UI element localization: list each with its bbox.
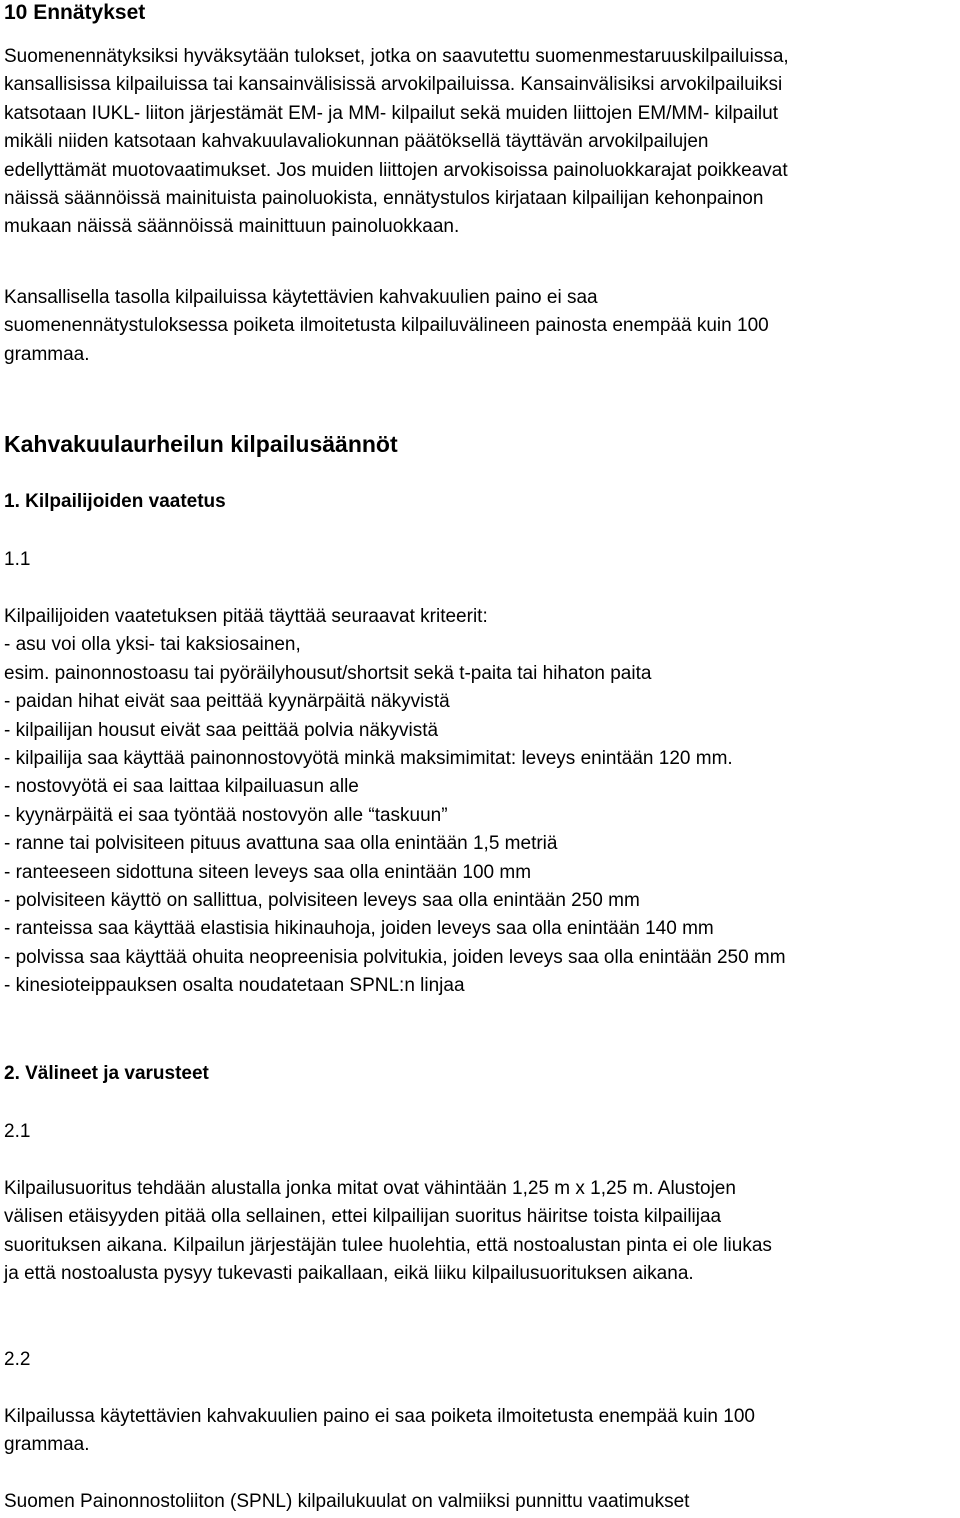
platform-paragraph [4,1175,959,1289]
list-item: - kilpailijan housut eivät saa peittää polvia näkyvistä [4,719,439,741]
list-item: - nostovyötä ei saa laittaa kilpailuasun alle [4,776,359,798]
equipment-subsection-2-2: 2.2 [4,1349,31,1370]
list-item: - ranteissa saa käyttää elastisia hikinauhoja, joiden leveys saa olla enintään 140 mm [4,918,714,940]
text-line: edellyttämät muotovaatimukset. Jos muiden liittojen arvokisoissa painoluokkarajat poikkeavat [4,159,788,181]
list-item: - polvisiteen käyttö on sallittua, polvisiteen leveys saa olla enintään 250 mm [4,890,640,912]
equipment-section-title: 2. Välineet ja varusteet [4,1063,209,1084]
text-line: katsotaan IUKL- liiton järjestämät EM- ja MM- kilpailut sekä muiden liittojen EM/MM- kilpailut [4,102,778,124]
list-item: - kilpailija saa käyttää painonnostovyötä minkä maksimimitat: leveys enintään 120 mm. [4,748,733,770]
text-line: grammaa. [4,343,90,365]
records-paragraph-1 [4,43,959,242]
text-line: välisen etäisyyden pitää olla sellainen, ettei kilpailijan suoritus häiritse toista kilpailijaa [4,1206,722,1228]
text-line: Suomenennätyksiksi hyväksytään tulokset, jotka on saavutettu suomenmestaruuskilpailuissa, [4,46,789,67]
clothing-criteria-list [4,603,959,1001]
list-item: - ranteeseen sidottuna siteen leveys saa olla enintään 100 mm [4,861,532,883]
equipment-subsection-2-1: 2.1 [4,1121,31,1142]
clothing-section-title: 1. Kilpailijoiden vaatetus [4,491,226,512]
text-line: suorituksen aikana. Kilpailun järjestäjän tulee huolehtia, että nostoalustan pinta ei ole liukas [4,1234,772,1256]
text-line: suomenennätystuloksessa poiketa ilmoitetusta kilpailuvälineen painosta enempää kuin 100 [4,315,769,337]
list-item: - kyynärpäitä ei saa työntää nostovyön alle “taskuun” [4,804,448,826]
clothing-subsection-number: 1.1 [4,549,31,570]
text-line: mukaan näissä säännöissä mainittuun painoluokkaan. [4,216,460,238]
kettlebell-weight-paragraph [4,1403,959,1460]
list-item: - asu voi olla yksi- tai kaksiosainen, [4,634,301,656]
text-line: grammaa. [4,1434,90,1456]
text-line: näissä säännöissä mainituista painoluokista, ennätystulos kirjataan kilpailijan kehonpainon [4,188,764,210]
list-item: - ranne tai polvisiteen pituus avattuna saa olla enintään 1,5 metriä [4,833,558,855]
spnl-paragraph: Suomen Painonnostoliiton (SPNL) kilpailukuulat on valmiiksi punnittu vaatimukset [4,1491,690,1512]
rules-title: Kahvakuulaurheilun kilpailusäännöt [4,431,398,457]
list-item: esim. painonnostoasu tai pyöräilyhousut/shortsit sekä t-paita tai hihaton paita [4,662,652,684]
list-item: - paidan hihat eivät saa peittää kyynärpäitä näkyvistä [4,691,450,713]
list-item: - polvissa saa käyttää ohuita neopreenisia polvitukia, joiden leveys saa olla enintään 250 mm [4,946,786,968]
text-line: Kilpailussa käytettävien kahvakuulien paino ei saa poiketa ilmoitetusta enempää kuin 100 [4,1406,755,1427]
text-line: Kansallisella tasolla kilpailuissa käytettävien kahvakuulien paino ei saa [4,287,598,308]
records-paragraph-2 [4,284,959,369]
section-heading-records: 10 Ennätykset [4,1,146,24]
list-item: Kilpailijoiden vaatetuksen pitää täyttää seuraavat kriteerit: [4,606,488,627]
text-line: ja että nostoalusta pysyy tukevasti paikallaan, eikä liiku kilpailusuorituksen aikana. [4,1263,694,1285]
text-line: kansallisissa kilpailuissa tai kansainvälisissä arvokilpailuissa. Kansainvälisiksi arvokilpailuiksi [4,74,783,96]
list-item: - kinesioteippauksen osalta noudatetaan SPNL:n linjaa [4,975,465,997]
text-line: Kilpailusuoritus tehdään alustalla jonka mitat ovat vähintään 1,25 m x 1,25 m. Alustojen [4,1178,736,1199]
text-line: mikäli niiden katsotaan kahvakuulavaliokunnan päätöksellä täyttävän arvokilpailujen [4,131,709,153]
